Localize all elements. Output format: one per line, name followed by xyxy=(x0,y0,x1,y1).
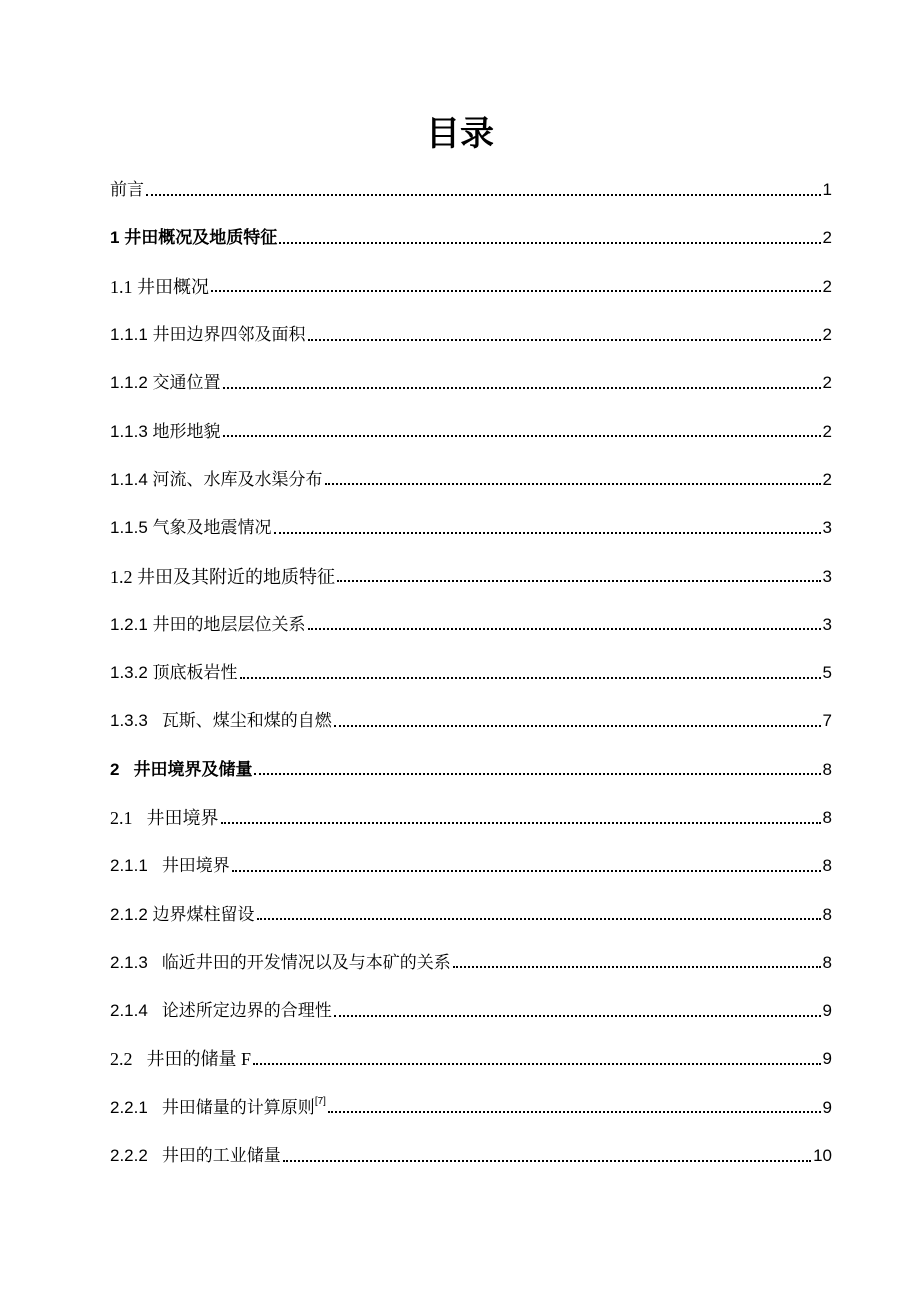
dot-leader xyxy=(334,724,821,727)
toc-entry[interactable] xyxy=(110,987,832,1035)
toc-page-number: 9 xyxy=(822,1001,832,1021)
toc-entry-title: 1.1 井田概况 xyxy=(110,276,209,297)
toc-page-number: 8 xyxy=(822,808,832,827)
toc-entry-title: 2.2.2 井田的工业储量 xyxy=(110,1146,281,1166)
toc-page-number: 2 xyxy=(822,421,832,441)
page-title: 目录 xyxy=(426,114,494,154)
dot-leader xyxy=(325,482,821,485)
toc-entry-title: 1.2 井田及其附近的地质特征 xyxy=(110,566,335,587)
toc-page-number: 8 xyxy=(822,759,832,779)
toc-entry-title: 2.1 井田境界 xyxy=(110,808,219,828)
toc-page-number: 2 xyxy=(822,228,832,248)
dot-leader xyxy=(223,386,821,389)
toc-entry-title: 2.1.3 临近井田的开发情况以及与本矿的关系 xyxy=(110,952,451,972)
toc-page-number: 9 xyxy=(822,1049,832,1069)
toc-entry-title: 2.2 井田的储量 F xyxy=(110,1049,252,1070)
toc-page-number: 2 xyxy=(822,469,832,489)
toc-entry[interactable] xyxy=(110,890,832,938)
dot-leader xyxy=(453,965,821,968)
toc-entry-title: 1 井田概况及地质特征 xyxy=(110,228,278,248)
toc-entry[interactable] xyxy=(110,1035,832,1083)
toc-page-number: 8 xyxy=(822,904,832,924)
toc-entry[interactable] xyxy=(110,456,832,504)
dot-leader xyxy=(337,579,821,582)
dot-leader xyxy=(308,338,821,341)
dot-leader xyxy=(146,193,821,196)
toc-entry[interactable] xyxy=(110,1132,832,1180)
toc-entry-title: 2 井田境界及储量 xyxy=(110,759,253,779)
dot-leader xyxy=(283,1159,811,1162)
toc-page-number: 3 xyxy=(822,518,832,538)
toc-entry[interactable] xyxy=(110,214,832,262)
dot-leader xyxy=(334,1014,821,1017)
toc-page-number: 8 xyxy=(822,952,832,972)
toc-page-number: 3 xyxy=(822,614,832,634)
toc-page-number: 2 xyxy=(822,373,832,393)
toc-page-number: 10 xyxy=(813,1146,832,1166)
toc-entry[interactable] xyxy=(110,794,832,842)
toc-entry-title: 1.1.5 气象及地震情况 xyxy=(110,518,272,538)
toc-entry-title: 2.1.2 边界煤柱留设 xyxy=(110,904,255,924)
toc-entry-title: 1.1.2 交通位置 xyxy=(110,373,221,393)
toc-page-number: 2 xyxy=(822,325,832,345)
toc-entry[interactable] xyxy=(110,1084,832,1132)
toc-entry-title: 1.2.1 井田的地层层位关系 xyxy=(110,614,306,634)
toc-entry[interactable] xyxy=(110,311,832,359)
toc-entry-title: 1.3.3 瓦斯、煤尘和煤的自燃 xyxy=(110,711,332,731)
dot-leader xyxy=(223,434,821,437)
toc-entry[interactable] xyxy=(110,359,832,407)
dot-leader xyxy=(279,241,820,244)
toc-entry[interactable] xyxy=(110,649,832,697)
dot-leader xyxy=(253,1062,821,1065)
toc-entry-title: 1.1.1 井田边界四邻及面积 xyxy=(110,325,306,345)
citation-marker: [7] xyxy=(314,1095,326,1107)
dot-leader xyxy=(308,627,821,630)
toc-entry-title: 2.1.1 井田境界 xyxy=(110,856,230,876)
toc-entry[interactable] xyxy=(110,166,832,214)
toc-entry-title: 2.1.4 论述所定边界的合理性 xyxy=(110,1001,332,1021)
toc-entry[interactable] xyxy=(110,407,832,455)
toc-entry[interactable] xyxy=(110,842,832,890)
toc-page-number: 5 xyxy=(822,663,832,683)
toc-page-number: 7 xyxy=(822,711,832,731)
toc-entry[interactable] xyxy=(110,504,832,552)
dot-leader xyxy=(328,1110,821,1113)
dot-leader xyxy=(274,531,821,534)
toc-entry[interactable] xyxy=(110,601,832,649)
toc-entry[interactable] xyxy=(110,939,832,987)
toc-entry-title: 2.2.1 井田储量的计算原则[7] xyxy=(110,1095,326,1117)
dot-leader xyxy=(257,917,821,920)
toc-entry[interactable] xyxy=(110,697,832,745)
toc-page-number: 1 xyxy=(822,180,832,200)
toc-entry-title: 1.3.2 顶底板岩性 xyxy=(110,663,238,683)
toc-entry-title: 1.1.4 河流、水库及水渠分布 xyxy=(110,469,323,489)
dot-leader xyxy=(221,821,821,824)
toc-entry[interactable] xyxy=(110,552,832,600)
toc-page-number: 2 xyxy=(822,276,832,296)
toc-page-number: 3 xyxy=(822,566,832,586)
toc-entry-title: 1.1.3 地形地貌 xyxy=(110,421,221,441)
dot-leader xyxy=(232,869,821,872)
toc-entry[interactable] xyxy=(110,263,832,311)
toc-entry-title: 前言 xyxy=(110,180,144,200)
table-of-contents xyxy=(110,166,832,1180)
dot-leader xyxy=(240,676,821,679)
toc-page-number: 8 xyxy=(822,856,832,876)
dot-leader xyxy=(211,289,821,292)
dot-leader xyxy=(254,772,820,775)
toc-entry[interactable] xyxy=(110,746,832,794)
toc-page-number: 9 xyxy=(822,1097,832,1117)
